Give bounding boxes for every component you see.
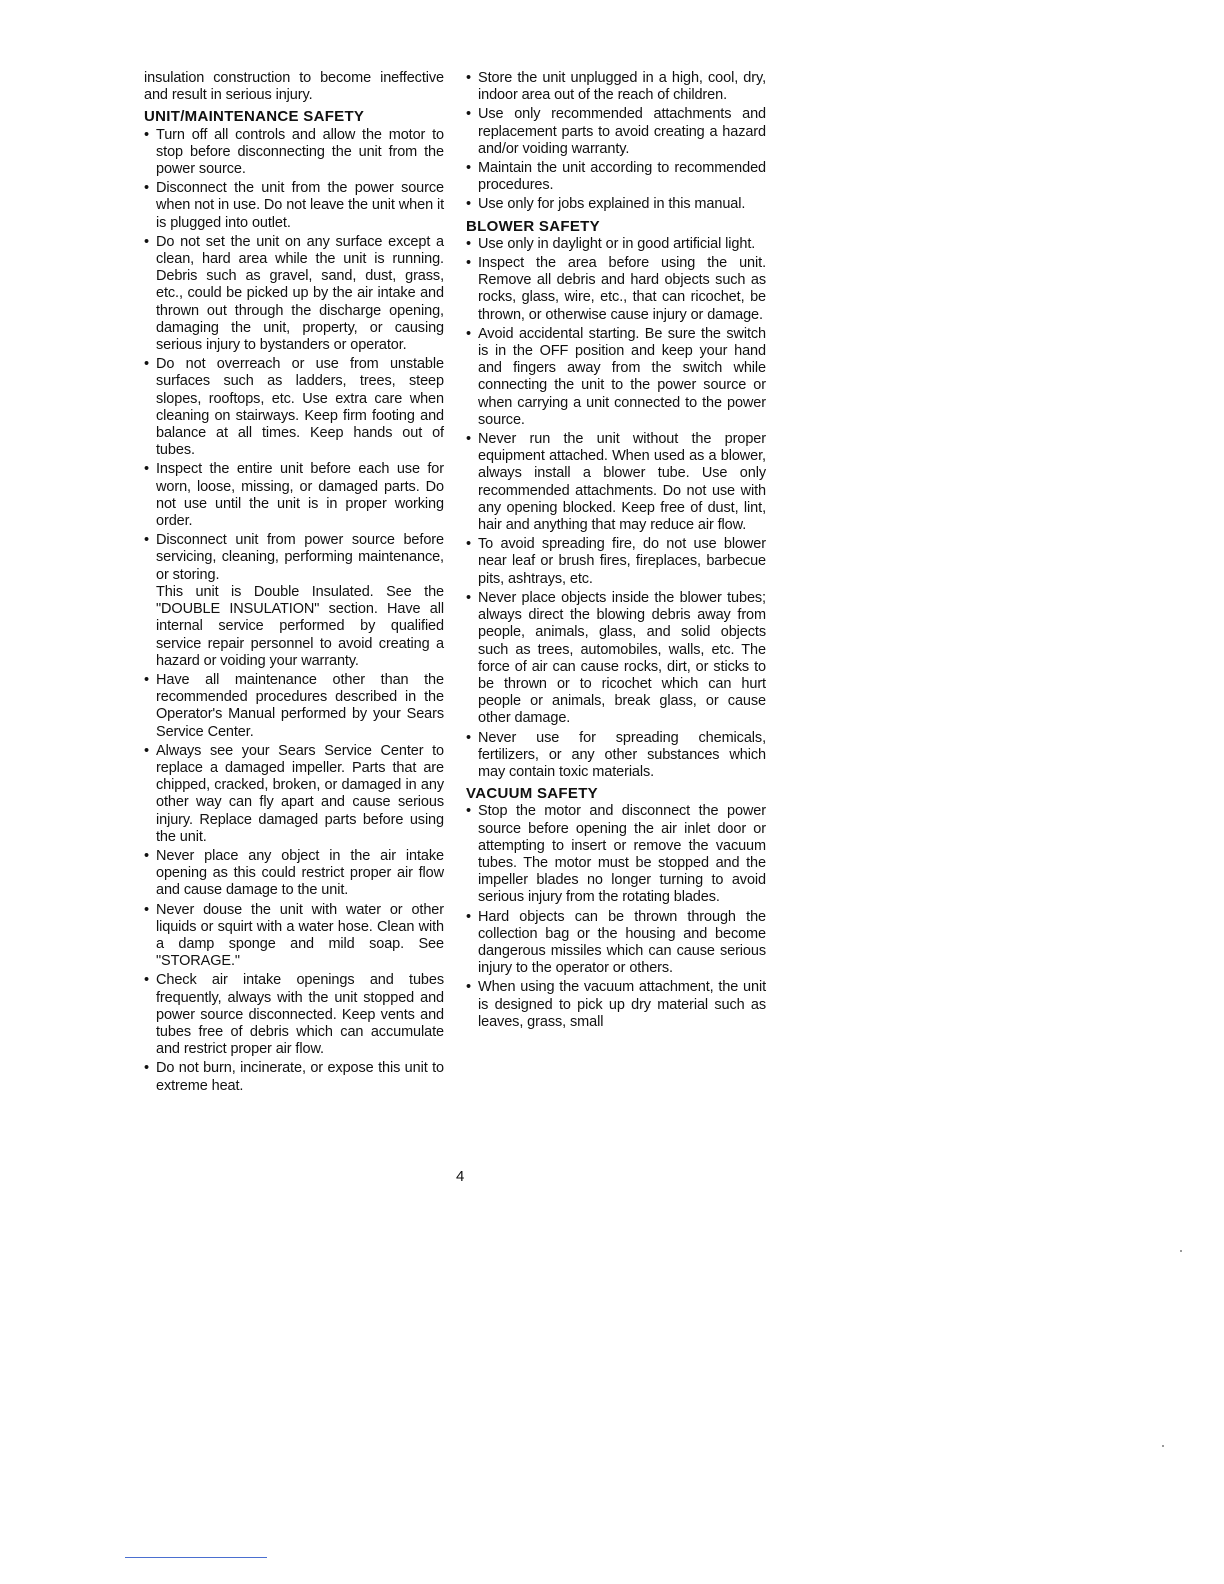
list-item: • Never place any object in the air intake opening as this could restrict proper air flow and cause damage to the unit. bbox=[144, 848, 444, 900]
list-item: • Inspect the entire unit before each use for worn, loose, missing, or damaged parts. Do not use until the unit is in proper working order. bbox=[144, 461, 444, 530]
list-item: • Do not set the unit on any surface except a clean, hard area while the unit is running. Debris such as gravel, sand, dust, grass, etc., could be picked up by the air intake and thrown out through the discharge opening, damaging the unit, property, or causing serious injury to bystanders or operator. bbox=[144, 234, 444, 354]
scan-speck bbox=[1162, 1445, 1164, 1447]
blower-safety-list bbox=[466, 236, 766, 781]
list-item: • To avoid spreading fire, do not use blower near leaf or brush fires, fireplaces, barbecue pits, ashtrays, etc. bbox=[466, 536, 766, 588]
list-item: • Maintain the unit according to recommended procedures. bbox=[466, 160, 766, 194]
list-item: • Never run the unit without the proper equipment attached. When used as a blower, always install a blower tube. Use only recommended attachments. Do not use with any opening blocked. Keep free of dust, lint, hair and anything that may reduce air flow. bbox=[466, 431, 766, 534]
footer-rule bbox=[125, 1557, 267, 1558]
list-item: • Inspect the area before using the unit. Remove all debris and hard objects such as rocks, glass, wire, etc., that can ricochet, be thrown, or otherwise cause injury or damage. bbox=[466, 255, 766, 324]
list-item: • Always see your Sears Service Center to replace a damaged impeller. Parts that are chipped, cracked, broken, or damaged in any other way can fly apart and cause serious injury. Replace damaged parts before using the unit. bbox=[144, 743, 444, 846]
intro-text: insulation construction to become ineffective and result in serious injury. bbox=[144, 70, 444, 104]
scan-speck bbox=[1180, 1250, 1182, 1252]
list-item: • Do not burn, incinerate, or expose this unit to extreme heat. bbox=[144, 1060, 444, 1094]
blower-safety-heading: BLOWER SAFETY bbox=[466, 217, 600, 235]
list-item-text: Disconnect unit from power source before servicing, cleaning, performing maintenance, or storing. bbox=[156, 532, 444, 583]
right-column bbox=[466, 70, 766, 1033]
list-item: • Store the unit unplugged in a high, cool, dry, indoor area out of the reach of children. bbox=[466, 70, 766, 104]
list-item: • Disconnect the unit from the power source when not in use. Do not leave the unit when it is plugged into outlet. bbox=[144, 180, 444, 232]
general-list bbox=[466, 70, 766, 214]
list-item: • Have all maintenance other than the recommended procedures described in the Operator's Manual performed by your Sears Service Center. bbox=[144, 672, 444, 741]
unit-maintenance-list bbox=[144, 127, 444, 1095]
list-item: • Turn off all controls and allow the motor to stop before disconnecting the unit from the power source. bbox=[144, 127, 444, 179]
list-item-disconnect bbox=[144, 532, 444, 670]
list-item: • Do not overreach or use from unstable surfaces such as ladders, trees, steep slopes, rooftops, etc. Use extra care when cleaning on stairways. Keep firm footing and balance at all times. Keep hands out of tubes. bbox=[144, 356, 444, 459]
page-number: 4 bbox=[456, 1168, 465, 1185]
list-item: • Never place objects inside the blower tubes; always direct the blowing debris away from people, animals, glass, and solid objects such as trees, automobiles, walls, etc. The force of air can cause rocks, dirt, or sticks to be thrown or to ricochet which can hurt people or animals, break glass, or cause other damage. bbox=[466, 590, 766, 728]
list-item: • Use only recommended attachments and replacement parts to avoid creating a hazard and/or voiding warranty. bbox=[466, 106, 766, 158]
left-column bbox=[144, 70, 444, 1097]
list-item: • Never use for spreading chemicals, fertilizers, or any other substances which may contain toxic materials. bbox=[466, 730, 766, 782]
vacuum-safety-list bbox=[466, 803, 766, 1031]
vacuum-safety-heading: VACUUM SAFETY bbox=[466, 785, 598, 803]
double-insulated-note: This unit is Double Insulated. See the "DOUBLE INSULATION" section. Have all internal service performed by qualified service repair personnel to avoid creating a hazard or voiding your warranty. bbox=[156, 583, 444, 669]
unit-maintenance-heading: UNIT/MAINTENANCE SAFETY bbox=[144, 108, 365, 126]
list-item: • Stop the motor and disconnect the power source before opening the air inlet door or attempting to insert or remove the vacuum tubes. The motor must be stopped and the impeller blades no longer turning to avoid serious injury from the rotating blades. bbox=[466, 803, 766, 906]
list-item: • Use only in daylight or in good artificial light. bbox=[466, 236, 766, 253]
list-item: • Avoid accidental starting. Be sure the switch is in the OFF position and keep your hand and fingers away from the switch while connecting the unit to the power source or when carrying a unit connected to the power source. bbox=[466, 326, 766, 429]
list-item: • Never douse the unit with water or other liquids or squirt with a water hose. Clean with a damp sponge and mild soap. See "STORAGE." bbox=[144, 902, 444, 971]
list-item: • When using the vacuum attachment, the unit is designed to pick up dry material such as leaves, grass, small bbox=[466, 979, 766, 1031]
list-item: • Check air intake openings and tubes frequently, always with the unit stopped and power source disconnected. Keep vents and tubes free of debris which can accumulate and restrict proper air flow. bbox=[144, 972, 444, 1058]
list-item: • Hard objects can be thrown through the collection bag or the housing and become dangerous missiles which can cause serious injury to the operator or others. bbox=[466, 909, 766, 978]
list-item: • Use only for jobs explained in this manual. bbox=[466, 196, 766, 213]
